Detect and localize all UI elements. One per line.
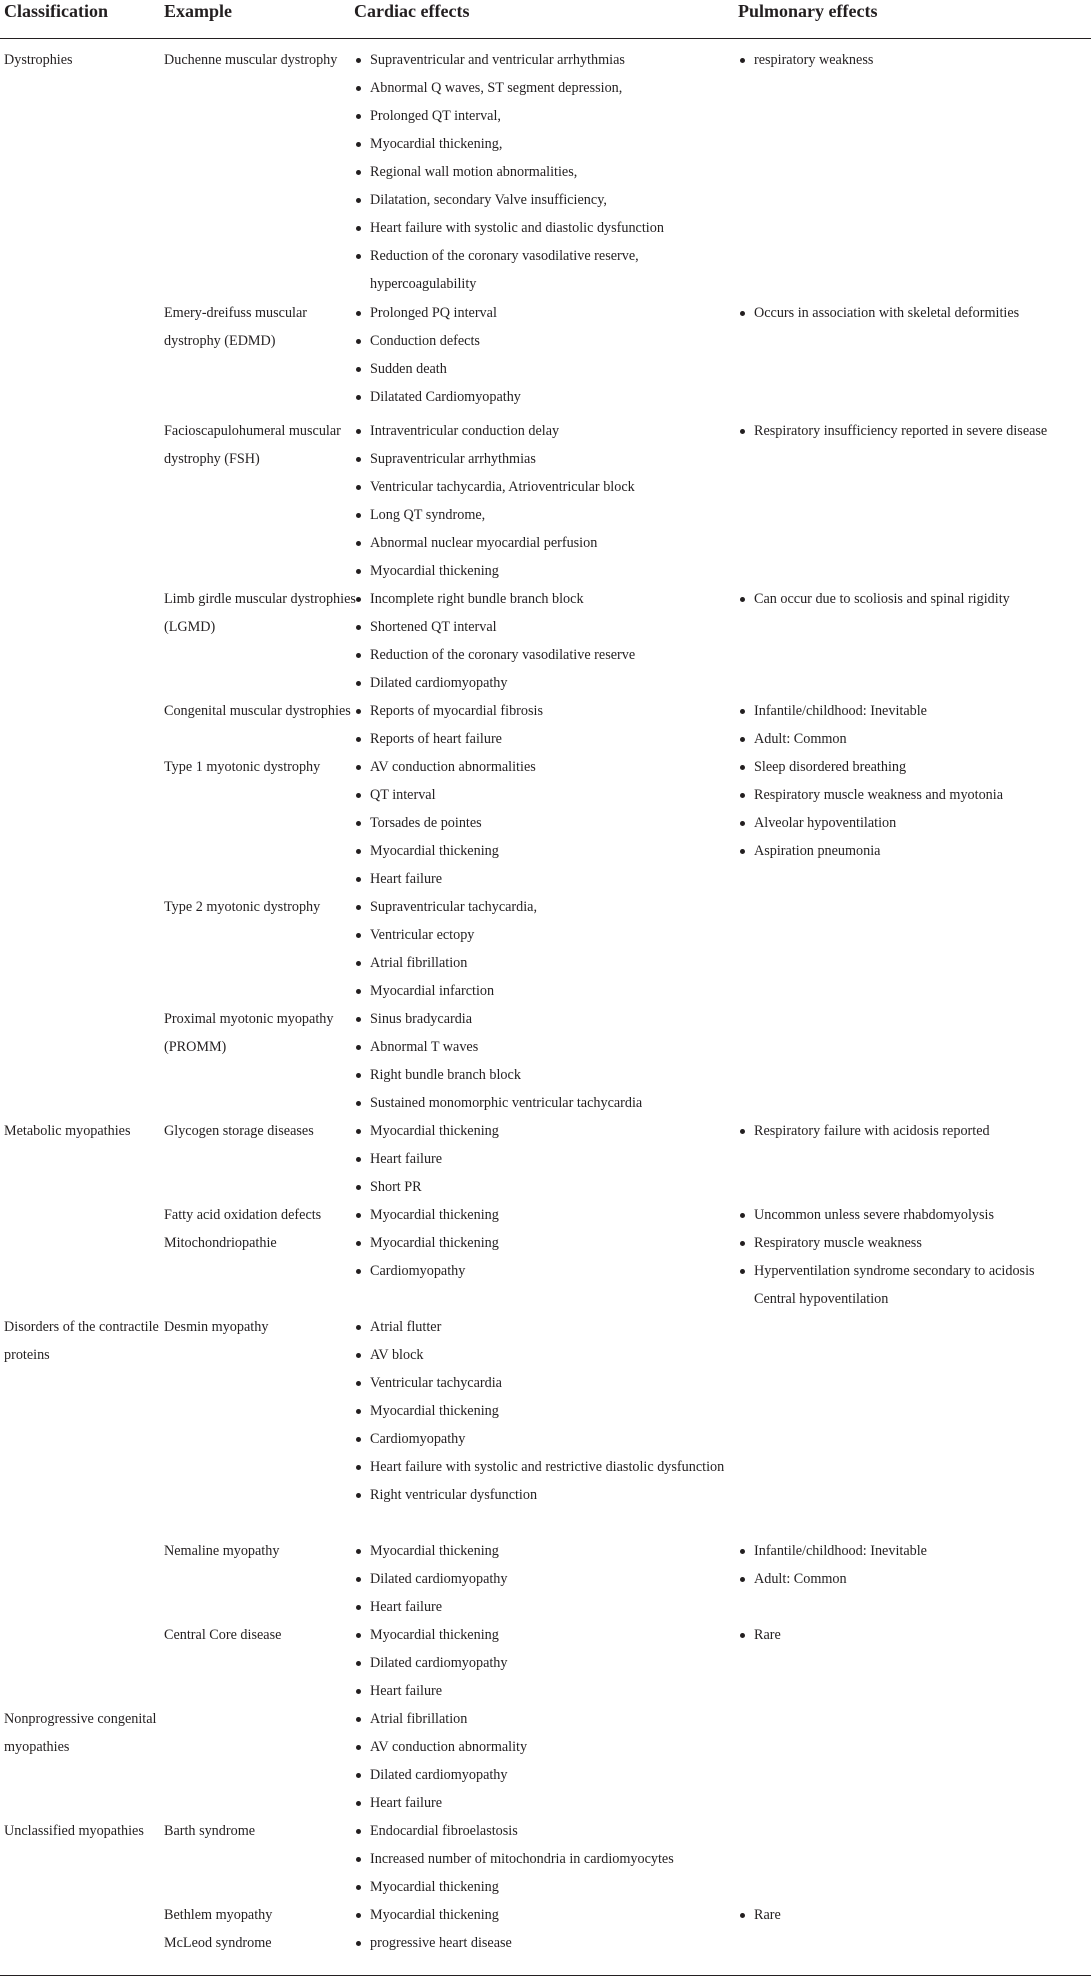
- pulmonary-cell: [738, 1901, 1088, 1929]
- cardiac-cell: [354, 1621, 726, 1705]
- cardiac-cell: [354, 1313, 726, 1509]
- cardiac-item: Supraventricular and ventricular arrhythmias: [354, 46, 726, 74]
- cardiac-item: Myocardial thickening: [354, 1901, 726, 1929]
- example-cell: Central Core disease: [164, 1627, 282, 1643]
- pulmonary-item: Rare: [738, 1901, 1088, 1929]
- pulmonary-cell: [738, 585, 1088, 613]
- example-cell: Congenital muscular dystrophies: [164, 703, 351, 719]
- cardiac-cell: [354, 299, 726, 411]
- pulmonary-cell: [738, 1537, 1088, 1593]
- classification-cell: Nonprogressive congenital myopathies: [4, 1711, 157, 1756]
- cardiac-item: Abnormal nuclear myocardial perfusion: [354, 529, 726, 557]
- pulmonary-item: Aspiration pneumonia: [738, 837, 1088, 865]
- cardiac-item: Sinus bradycardia: [354, 1005, 726, 1033]
- pulmonary-item: Infantile/childhood: Inevitable: [738, 1537, 1088, 1565]
- cardiac-cell: [354, 1929, 726, 1957]
- example-cell: Glycogen storage diseases: [164, 1123, 314, 1139]
- cardiac-cell: [354, 1201, 726, 1229]
- cardiac-item: Heart failure with systolic and restrictive diastolic dysfunction: [354, 1453, 726, 1481]
- pulmonary-item: Adult: Common: [738, 1565, 1088, 1593]
- pulmonary-item: Respiratory muscle weakness: [738, 1229, 1088, 1257]
- cardiac-item: Dilated cardiomyopathy: [354, 1761, 726, 1789]
- cardiac-item: Incomplete right bundle branch block: [354, 585, 726, 613]
- pulmonary-item: Hyperventilation syndrome secondary to acidosis: [738, 1257, 1088, 1285]
- cardiac-item: Myocardial thickening: [354, 1621, 726, 1649]
- cardiac-item: Torsades de pointes: [354, 809, 726, 837]
- cardiac-item: Right bundle branch block: [354, 1061, 726, 1089]
- cardiac-cell: [354, 1537, 726, 1621]
- pulmonary-item: Infantile/childhood: Inevitable: [738, 697, 1088, 725]
- cardiac-item: QT interval: [354, 781, 726, 809]
- cardiac-item: Ventricular tachycardia, Atrioventricular block: [354, 473, 726, 501]
- pulmonary-item: Adult: Common: [738, 725, 1088, 753]
- pulmonary-item: Alveolar hypoventilation: [738, 809, 1088, 837]
- cardiac-cell: [354, 1901, 726, 1929]
- pulmonary-item: Respiratory insufficiency reported in severe disease: [738, 417, 1088, 445]
- cardiac-item: Myocardial thickening: [354, 1537, 726, 1565]
- example-cell: Mitochondriopathie: [164, 1235, 277, 1251]
- pulmonary-cell: [738, 1201, 1088, 1229]
- classification-cell: Dystrophies: [4, 52, 73, 68]
- example-cell: Bethlem myopathy: [164, 1907, 273, 1923]
- cardiac-item: Dilated cardiomyopathy: [354, 669, 726, 697]
- cardiac-item: Shortened QT interval: [354, 613, 726, 641]
- cardiac-item: Myocardial thickening: [354, 1201, 726, 1229]
- cardiac-item: Heart failure: [354, 1677, 726, 1705]
- cardiac-item: AV conduction abnormalities: [354, 753, 726, 781]
- header-pulmonary: Pulmonary effects: [738, 1, 878, 21]
- pulmonary-cell: [738, 1229, 1088, 1313]
- cardiac-item: Conduction defects: [354, 327, 726, 355]
- example-cell: Nemaline myopathy: [164, 1543, 280, 1559]
- cardiac-item: Long QT syndrome,: [354, 501, 726, 529]
- cardiac-item: Dilated cardiomyopathy: [354, 1649, 726, 1677]
- example-cell: Type 1 myotonic dystrophy: [164, 759, 321, 775]
- cardiac-item: Myocardial thickening: [354, 1117, 726, 1145]
- cardiac-item: Heart failure: [354, 865, 726, 893]
- table-bottom-rule: [0, 1975, 1091, 1976]
- pulmonary-item: Respiratory failure with acidosis reported: [738, 1117, 1088, 1145]
- header-example: Example: [164, 1, 233, 21]
- cardiac-item: progressive heart disease: [354, 1929, 726, 1957]
- cardiac-item: Regional wall motion abnormalities,: [354, 158, 726, 186]
- cardiac-item: Dilatation, secondary Valve insufficiency,: [354, 186, 726, 214]
- pulmonary-cell: [738, 753, 1088, 865]
- cardiac-cell: [354, 1229, 726, 1285]
- cardiac-item: Right ventricular dysfunction: [354, 1481, 726, 1509]
- cardiac-item: Increased number of mitochondria in cardiomyocytes: [354, 1845, 726, 1873]
- example-cell: Facioscapulohumeral muscular dystrophy (FSH): [164, 423, 341, 468]
- pulmonary-item: Can occur due to scoliosis and spinal rigidity: [738, 585, 1088, 613]
- pulmonary-item: Rare: [738, 1621, 1088, 1649]
- example-cell: Duchenne muscular dystrophy: [164, 52, 338, 68]
- cardiac-item: Heart failure: [354, 1593, 726, 1621]
- cardiac-item: Myocardial thickening: [354, 557, 726, 585]
- pulmonary-item: Respiratory muscle weakness and myotonia: [738, 781, 1088, 809]
- cardiac-item: Myocardial thickening: [354, 1229, 726, 1257]
- cardiac-cell: [354, 46, 726, 298]
- cardiac-item: Atrial fibrillation: [354, 949, 726, 977]
- cardiac-item: Cardiomyopathy: [354, 1257, 726, 1285]
- example-cell: Barth syndrome: [164, 1823, 256, 1839]
- pulmonary-cell: [738, 1621, 1088, 1649]
- pulmonary-item: Central hypoventilation: [754, 1291, 889, 1307]
- pulmonary-cell: [738, 1117, 1088, 1145]
- example-cell: Type 2 myotonic dystrophy: [164, 899, 321, 915]
- cardiac-cell: [354, 1705, 726, 1817]
- cardiac-cell: [354, 1005, 726, 1117]
- cardiac-cell: [354, 1117, 726, 1201]
- pulmonary-item: Uncommon unless severe rhabdomyolysis: [738, 1201, 1088, 1229]
- example-cell: Emery-dreifuss muscular dystrophy (EDMD): [164, 305, 308, 350]
- header-cardiac: Cardiac effects: [354, 1, 470, 21]
- cardiac-item: Ventricular tachycardia: [354, 1369, 726, 1397]
- pulmonary-cell: [738, 46, 1088, 74]
- cardiac-item: Endocardial fibroelastosis: [354, 1817, 726, 1845]
- cardiac-item: Myocardial thickening: [354, 837, 726, 865]
- cardiac-item: AV conduction abnormality: [354, 1733, 726, 1761]
- cardiac-item: Reduction of the coronary vasodilative reserve, hypercoagulability: [354, 242, 726, 298]
- cardiac-item: Sustained monomorphic ventricular tachycardia: [354, 1089, 726, 1117]
- cardiac-cell: [354, 893, 726, 1005]
- example-cell: Limb girdle muscular dystrophies (LGMD): [164, 591, 356, 636]
- pulmonary-item: Sleep disordered breathing: [738, 753, 1088, 781]
- example-cell: Fatty acid oxidation defects: [164, 1207, 322, 1223]
- cardiac-item: Dilatated Cardiomyopathy: [354, 383, 726, 411]
- cardiac-item: Abnormal Q waves, ST segment depression,: [354, 74, 726, 102]
- classification-cell: Disorders of the contractile proteins: [4, 1319, 159, 1364]
- example-cell: McLeod syndrome: [164, 1935, 272, 1951]
- pulmonary-item: respiratory weakness: [738, 46, 1088, 74]
- classification-cell: Unclassified myopathies: [4, 1823, 144, 1839]
- cardiac-item: Heart failure: [354, 1789, 726, 1817]
- pulmonary-item: Occurs in association with skeletal deformities: [738, 299, 1088, 327]
- cardiac-cell: [354, 417, 726, 585]
- cardiac-item: Heart failure with systolic and diastolic dysfunction: [354, 214, 726, 242]
- cardiac-item: Dilated cardiomyopathy: [354, 1565, 726, 1593]
- cardiac-item: Atrial flutter: [354, 1313, 726, 1341]
- cardiac-item: Atrial fibrillation: [354, 1705, 726, 1733]
- cardiac-item: Reduction of the coronary vasodilative reserve: [354, 641, 726, 669]
- cardiac-item: Supraventricular arrhythmias: [354, 445, 726, 473]
- cardiac-item: Intraventricular conduction delay: [354, 417, 726, 445]
- cardiac-item: Abnormal T waves: [354, 1033, 726, 1061]
- table-header: [0, 0, 1091, 39]
- cardiac-item: AV block: [354, 1341, 726, 1369]
- example-cell: Proximal myotonic myopathy (PROMM): [164, 1011, 334, 1056]
- example-cell: Desmin myopathy: [164, 1319, 269, 1335]
- cardiac-cell: [354, 585, 726, 697]
- cardiac-item: Ventricular ectopy: [354, 921, 726, 949]
- cardiac-cell: [354, 1817, 726, 1901]
- cardiac-item: Prolonged PQ interval: [354, 299, 726, 327]
- cardiac-item: Prolonged QT interval,: [354, 102, 726, 130]
- cardiac-item: Supraventricular tachycardia,: [354, 893, 726, 921]
- cardiac-item: Short PR: [354, 1173, 726, 1201]
- header-classification: Classification: [4, 1, 109, 21]
- pulmonary-cell: [738, 299, 1088, 327]
- pulmonary-cell: [738, 417, 1088, 445]
- cardiac-cell: [354, 697, 726, 753]
- cardiac-item: Myocardial thickening,: [354, 130, 726, 158]
- cardiac-item: Cardiomyopathy: [354, 1425, 726, 1453]
- classification-cell: Metabolic myopathies: [4, 1123, 131, 1139]
- cardiac-item: Sudden death: [354, 355, 726, 383]
- cardiac-item: Myocardial thickening: [354, 1873, 726, 1901]
- cardiac-item: Reports of myocardial fibrosis: [354, 697, 726, 725]
- cardiac-cell: [354, 753, 726, 893]
- cardiac-item: Myocardial thickening: [354, 1397, 726, 1425]
- cardiac-item: Myocardial infarction: [354, 977, 726, 1005]
- pulmonary-cell: [738, 697, 1088, 753]
- cardiac-item: Heart failure: [354, 1145, 726, 1173]
- cardiac-item: Reports of heart failure: [354, 725, 726, 753]
